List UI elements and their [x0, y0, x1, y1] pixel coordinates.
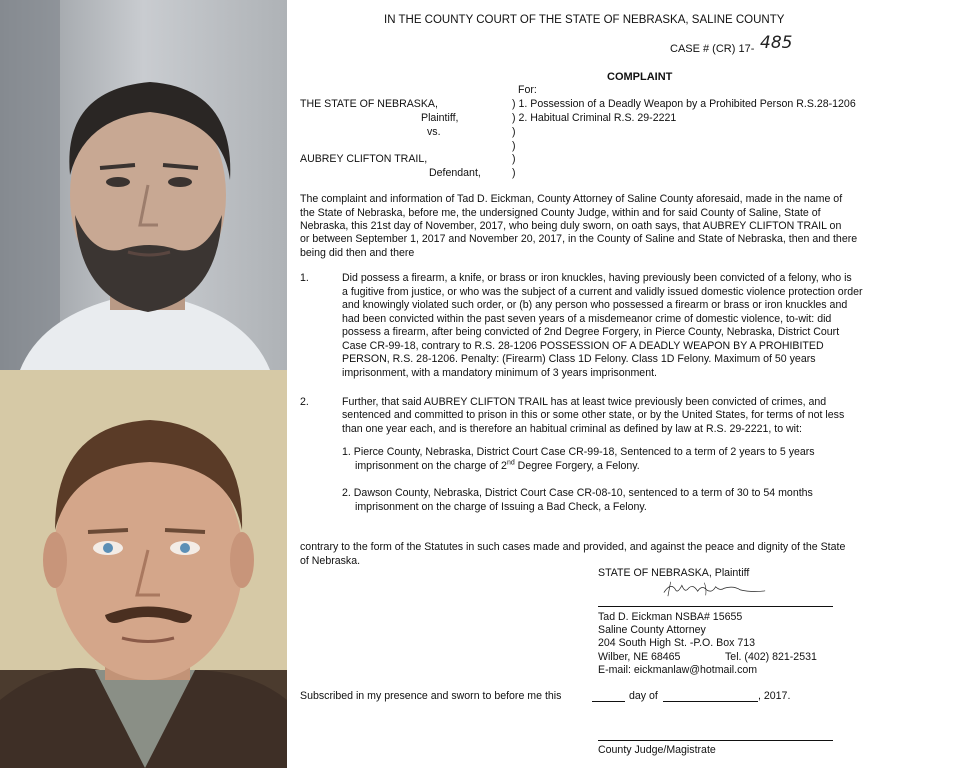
- month-blank: [663, 701, 758, 702]
- intro-line: The complaint and information of Tad D. Eickman, County Attorney of Saline County aforesaid, made in the name of: [300, 193, 843, 205]
- attorney-city: Wilber, NE 68465: [598, 651, 681, 663]
- court-header: IN THE COUNTY COURT OF THE STATE OF NEBRASKA, SALINE COUNTY: [384, 14, 785, 26]
- caption-bracket: ): [512, 167, 516, 179]
- signature-handwritten: [597, 580, 832, 598]
- attorney-title: Saline County Attorney: [598, 624, 706, 636]
- count-2-line: than one year each, and is therefore an habitual criminal as defined by law at R.S. 29-2221, to wit:: [342, 423, 802, 435]
- count-1-number: 1.: [300, 272, 309, 284]
- mugshot-top: [0, 0, 287, 370]
- prior-conviction-1: 1. Pierce County, Nebraska, District Court Case CR-99-18, Sentenced to a term of 2 years to 5 years: [342, 446, 815, 458]
- attorney-address: 204 South High St. -P.O. Box 713: [598, 637, 756, 649]
- judge-caption: County Judge/Magistrate: [598, 744, 716, 756]
- signature-caption: STATE OF NEBRASKA, Plaintiff: [598, 567, 750, 579]
- for-label: For:: [518, 84, 537, 96]
- attorney-name: Tad D. Eickman NSBA# 15655: [598, 611, 743, 623]
- caption-bracket: ): [512, 126, 516, 138]
- subscribed-day-of: day of: [629, 690, 658, 702]
- intro-line: being did then and there: [300, 247, 415, 259]
- defendant-name: AUBREY CLIFTON TRAIL,: [300, 153, 428, 165]
- plaintiff-role: Plaintiff,: [421, 112, 459, 124]
- charge-1: ) 1. Possession of a Deadly Weapon by a Prohibited Person R.S.28-1206: [512, 98, 856, 110]
- case-number-label: CASE # (CR) 17-: [670, 43, 755, 55]
- caption-bracket: ): [512, 153, 516, 165]
- count-1-line: Case CR-99-18, contrary to R.S. 28-1206 POSSESSION OF A DEADLY WEAPON BY A PROHIBITED: [342, 340, 824, 352]
- day-blank: [592, 701, 625, 702]
- caption-bracket: ): [512, 140, 516, 152]
- plaintiff-name: THE STATE OF NEBRASKA,: [300, 98, 438, 110]
- complaint-document: [287, 0, 955, 768]
- attorney-email: E-mail: eickmanlaw@hotmail.com: [598, 664, 758, 676]
- closing-line: contrary to the form of the Statutes in such cases made and provided, and against the peace and dignity of the State: [300, 541, 846, 553]
- intro-line: the State of Nebraska, before me, the undersigned County Judge, within and for said County of Saline, State of: [300, 207, 821, 219]
- attorney-phone: Tel. (402) 821-2531: [725, 651, 817, 663]
- count-1-line: imprisonment, with a mandatory minimum of 3 years imprisonment.: [342, 367, 657, 379]
- subscribed-year: , 2017.: [758, 690, 791, 702]
- count-1-line: PERSON, R.S. 28-1206. Penalty: (Firearm) Class 1D Felony. Class 1D Felony. Maximum of 50 years: [342, 353, 816, 365]
- mugshot-bottom: [0, 370, 287, 768]
- mugshot-top-image: [0, 0, 287, 370]
- judge-signature-line: [598, 740, 833, 741]
- count-2-line: Further, that said AUBREY CLIFTON TRAIL has at least twice previously been convicted of crimes, and: [342, 396, 827, 408]
- subscribed-text: Subscribed in my presence and sworn to before me this: [300, 690, 562, 702]
- closing-line: of Nebraska.: [300, 555, 361, 567]
- signature-line: [598, 606, 833, 607]
- count-2-line: sentenced and committed to prison in this or some other state, or by the United States, for terms of not less: [342, 409, 845, 421]
- count-1-line: and knowingly violated such order, or (b) any person who possessed a firearm or brass or iron knuckles and: [342, 299, 848, 311]
- versus-label: vs.: [427, 126, 441, 138]
- case-number-handwritten: 485: [760, 33, 793, 53]
- prior-conviction-2-detail: imprisonment on the charge of Issuing a Bad Check, a Felony.: [355, 501, 647, 513]
- count-1-line: Did possess a firearm, a knife, or brass or iron knuckles, having previously been convicted of a felony, who is: [342, 272, 852, 284]
- charge-2: ) 2. Habitual Criminal R.S. 29-2221: [512, 112, 677, 124]
- count-1-line: had been convicted within the past seven years of a misdemeanor crime of domestic violence, to-wit: did: [342, 313, 832, 325]
- count-1-line: possess a firearm, after being convicted of 2nd Degree Forgery, in Pierce County, Nebraska, District Court: [342, 326, 840, 338]
- count-1-line: a fugitive from justice, or who was the subject of a current and validly issued domestic violence protection order: [342, 286, 863, 298]
- intro-line: or between September 1, 2017 and November 20, 2017, in the County of Saline and State of Nebraska, then and there: [300, 233, 858, 245]
- prior-conviction-1-detail: imprisonment on the charge of 2nd Degree Forgery, a Felony.: [355, 459, 640, 472]
- prior-conviction-2: 2. Dawson County, Nebraska, District Court Case CR-08-10, sentenced to a term of 30 to 54 months: [342, 487, 813, 499]
- count-2-number: 2.: [300, 396, 309, 408]
- mugshot-bottom-image: [0, 370, 287, 768]
- document-title: COMPLAINT: [607, 71, 673, 83]
- defendant-role: Defendant,: [429, 167, 481, 179]
- intro-line: Nebraska, this 21st day of November, 2017, who being duly sworn, on oath says, that AUBREY CLIFTON TRAIL on: [300, 220, 842, 232]
